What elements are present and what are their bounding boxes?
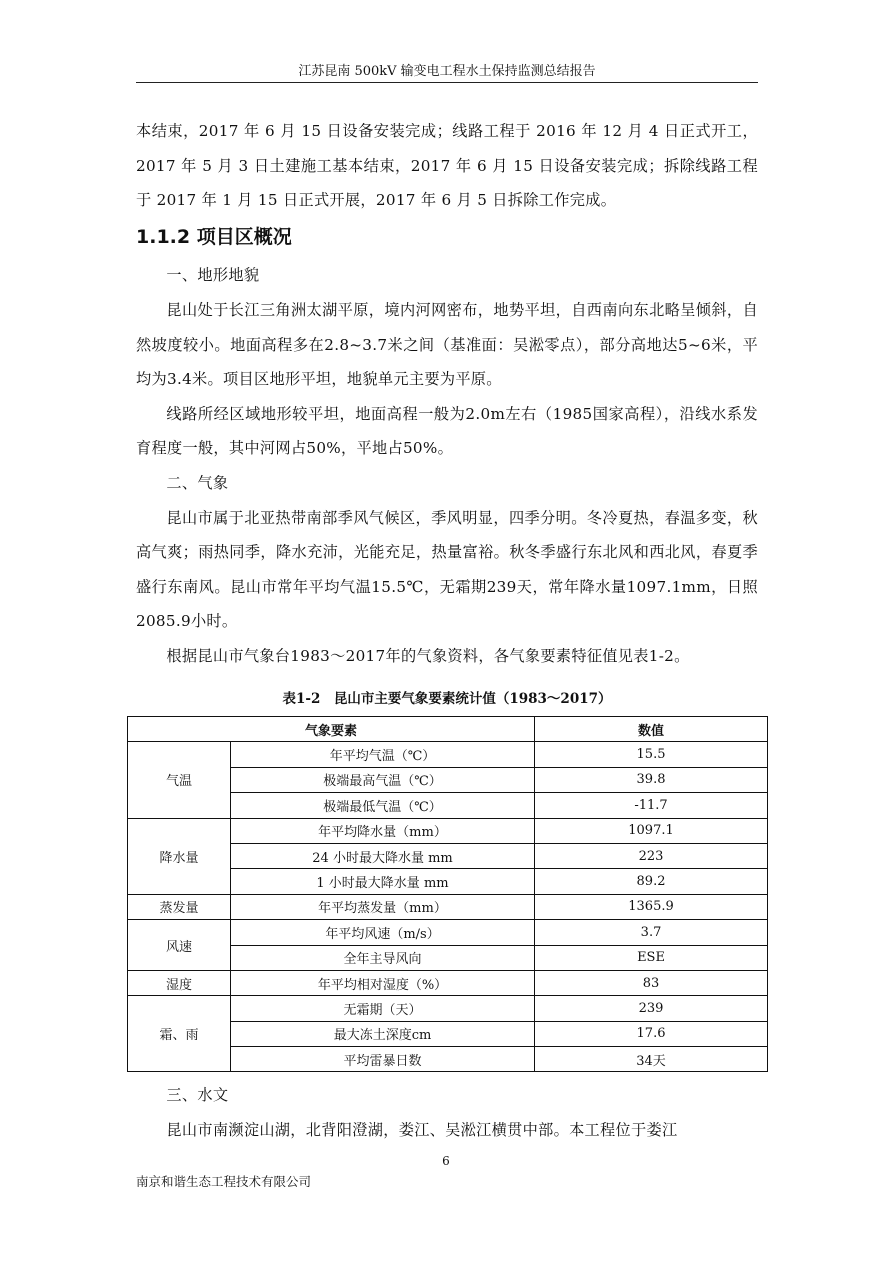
group-cell: 风速 bbox=[128, 920, 231, 971]
running-header: 江苏昆南 500kV 输变电工程水土保持监测总结报告 bbox=[298, 64, 596, 79]
table-row bbox=[128, 894, 768, 919]
value-cell: 223 bbox=[535, 843, 768, 868]
group-cell: 湿度 bbox=[128, 970, 231, 995]
weather-table bbox=[127, 716, 768, 1072]
page-number: 6 bbox=[442, 1154, 450, 1168]
paragraph: 昆山市属于北亚热带南部季风气候区，季风明显，四季分明。冬冷夏热，春温多变，秋高气爽；雨热同季，降水充沛，光能充足，热量富裕。秋冬季盛行东北风和西北风，春夏季盛行东南风。昆山市常年平均气温15.5℃，无霜期239天，常年降水量1097.1mm，日照2085.9小时。 bbox=[136, 508, 758, 631]
table-row bbox=[128, 920, 768, 945]
item-cell: 24 小时最大降水量 mm bbox=[231, 843, 535, 868]
value-cell: 15.5 bbox=[535, 742, 768, 767]
value-cell: 17.6 bbox=[535, 1021, 768, 1046]
value-cell: 34天 bbox=[535, 1047, 768, 1072]
paragraph: 线路所经区域地形较平坦，地面高程一般为2.0m左右（1985国家高程），沿线水系发育程度一般，其中河网占50%，平地占50%。 bbox=[136, 404, 758, 458]
value-cell: 3.7 bbox=[535, 920, 768, 945]
group-cell: 霜、雨 bbox=[128, 996, 231, 1072]
group-cell: 降水量 bbox=[128, 818, 231, 894]
after-text bbox=[136, 1078, 758, 1147]
value-cell: -11.7 bbox=[535, 793, 768, 818]
table-caption: 表1-2 昆山市主要气象要素统计值（1983～2017） bbox=[282, 691, 612, 707]
table-body bbox=[128, 717, 768, 1072]
section-heading: 1.1.2 项目区概况 bbox=[136, 225, 292, 248]
value-cell: 1365.9 bbox=[535, 894, 768, 919]
subsection-title: 三、水文 bbox=[166, 1086, 229, 1104]
footer-company: 南京和谐生态工程技术有限公司 bbox=[136, 1174, 312, 1189]
table-row bbox=[128, 970, 768, 995]
item-cell: 平均雷暴日数 bbox=[231, 1047, 535, 1072]
item-cell: 极端最高气温（℃） bbox=[231, 767, 535, 792]
header-element: 气象要素 bbox=[128, 717, 535, 742]
value-cell: 39.8 bbox=[535, 767, 768, 792]
value-cell: 1097.1 bbox=[535, 818, 768, 843]
table-row bbox=[128, 818, 768, 843]
header-rule bbox=[136, 82, 758, 83]
paragraph: 根据昆山市气象台1983～2017年的气象资料，各气象要素特征值见表1-2。 bbox=[166, 646, 690, 665]
table-row bbox=[128, 742, 768, 767]
item-cell: 年平均降水量（mm） bbox=[231, 818, 535, 843]
paragraph: 昆山市南濒淀山湖，北背阳澄湖，娄江、吴淞江横贯中部。本工程位于娄江 bbox=[166, 1120, 678, 1139]
item-cell: 无霜期（天） bbox=[231, 996, 535, 1021]
value-cell: 89.2 bbox=[535, 869, 768, 894]
item-cell: 1 小时最大降水量 mm bbox=[231, 869, 535, 894]
group-cell: 气温 bbox=[128, 742, 231, 818]
item-cell: 最大冻土深度cm bbox=[231, 1021, 535, 1046]
value-cell: ESE bbox=[535, 945, 768, 970]
item-cell: 极端最低气温（℃） bbox=[231, 793, 535, 818]
item-cell: 年平均蒸发量（mm） bbox=[231, 894, 535, 919]
value-cell: 239 bbox=[535, 996, 768, 1021]
item-cell: 年平均风速（m/s） bbox=[231, 920, 535, 945]
subsection-title: 二、气象 bbox=[166, 473, 229, 492]
group-cell: 蒸发量 bbox=[128, 894, 231, 919]
item-cell: 全年主导风向 bbox=[231, 945, 535, 970]
table-row bbox=[128, 996, 768, 1021]
paragraph: 本结束，2017 年 6 月 15 日设备安装完成；线路工程于 2016 年 12 月 4 日正式开工，2017 年 5 月 3 日土建施工基本结束，2017 年 6 月 15 日设备安装完成；拆除线路工程于 2017 年 1 月 15 日正式开展，2017 年 6 月 5 日拆除工作完成。 bbox=[136, 122, 758, 210]
value-cell: 83 bbox=[535, 970, 768, 995]
table-header-row bbox=[128, 717, 768, 742]
paragraph: 昆山处于长江三角洲太湖平原，境内河网密布，地势平坦，自西南向东北略呈倾斜，自然坡度较小。地面高程多在2.8~3.7米之间（基准面：吴淞零点），部分高地达5~6米，平均为3.4米。项目区地形平坦，地貌单元主要为平原。 bbox=[136, 300, 758, 389]
header-value: 数值 bbox=[535, 717, 768, 742]
subsection-title: 一、地形地貌 bbox=[166, 266, 260, 285]
item-cell: 年平均相对湿度（%） bbox=[231, 970, 535, 995]
item-cell: 年平均气温（℃） bbox=[231, 742, 535, 767]
body-text bbox=[136, 114, 758, 674]
